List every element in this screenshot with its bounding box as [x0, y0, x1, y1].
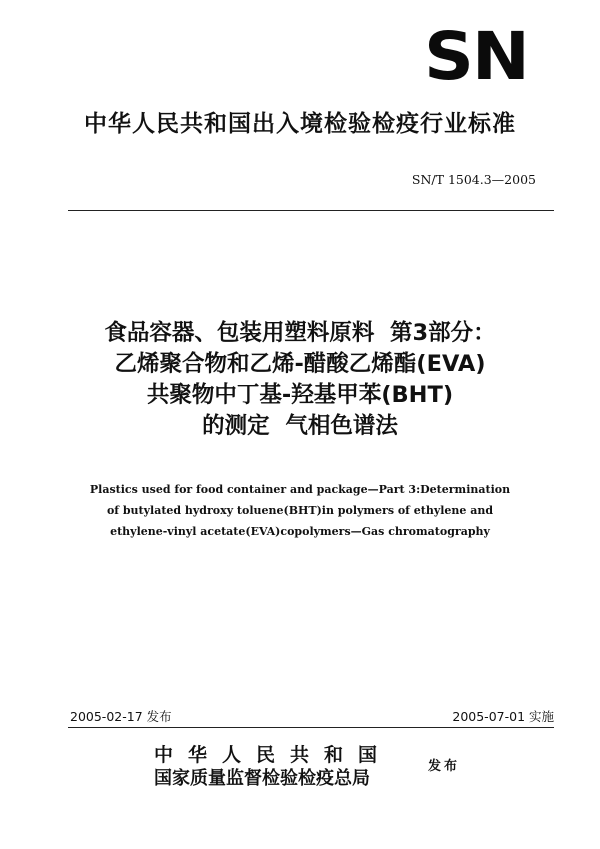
- chinese-title-line: 共聚物中丁基-羟基甲苯(BHT): [146, 382, 454, 408]
- implement-date: 2005-07-01 实施: [452, 709, 554, 724]
- chinese-title-line: 食品容器、包装用塑料原料 第3部分：: [104, 320, 496, 346]
- bottom-divider: [68, 727, 554, 728]
- english-title: [0, 479, 600, 542]
- chinese-title-line: 乙烯聚合物和乙烯-醋酸乙烯酯(EVA): [114, 351, 486, 377]
- top-divider: [68, 210, 554, 211]
- issue-date: 2005-02-17 发布: [70, 709, 172, 724]
- english-title-line: ethylene-vinyl acetate(EVA)copolymers—Gas chromatography: [110, 525, 490, 538]
- issued-label: 发布: [428, 759, 461, 774]
- chinese-title: [0, 318, 600, 442]
- english-title-line: Plastics used for food container and package—Part 3:Determination: [89, 483, 511, 496]
- sn-logo: SN: [424, 18, 528, 95]
- chinese-title-line: 的测定 气相色谱法: [202, 413, 398, 439]
- issuer-block: [0, 746, 600, 806]
- issuer-country: 中华人民共和国: [154, 744, 393, 766]
- standard-code: SN/T 1504.3—2005: [411, 172, 536, 187]
- english-title-line: of butylated hydroxy toluene(BHT)in polymers of ethylene and: [106, 504, 494, 517]
- issuing-authority-title: 中华人民共和国出入境检验检疫行业标准: [84, 111, 516, 137]
- issuer-agency: 国家质量监督检验检疫总局: [154, 768, 370, 789]
